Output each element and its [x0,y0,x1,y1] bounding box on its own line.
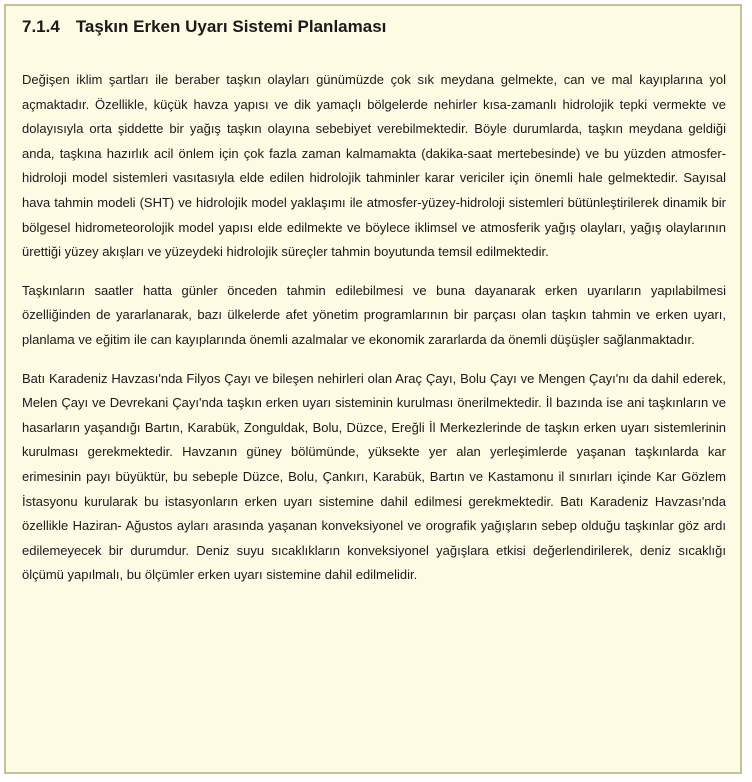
document-page [4,4,742,774]
paragraph-1: Değişen iklim şartları ile beraber taşkın olayları günümüzde çok sık meydana gelmekte, can ve mal kayıplarına yol açmaktadır. Özellikle, küçük havza yapısı ve dik yamaçlı bölgelerde nehirler kısa-zamanlı hidrolojik tepki vermekte ve dolayısıyla orta şiddette bir yağış taşkın olayına sebebiyet verebilmektedir. Böyle durumlarda, taşkın meydana geldiği anda, taşkına hazırlık acil önlem için çok fazla zaman kalmamakta (dakika-saat mertebesinde) ve bu yüzden atmosfer-hidroloji model sistemleri vasıtasıyla elde edilen hidrolojik tahminler karar vericiler için önemli hale gelmektedir. Sayısal hava tahmin modeli (SHT) ve hidrolojik model yaklaşımı ile atmosfer-yüzey-hidroloji sistemleri bütünleştirilerek dinamik bir bölgesel hidrometeorolojik model yapısı elde edilmekte ve böylece iklimsel ve atmosferik yağış olayları, yağış olaylarının ürettiği yüzey akışları ve yüzeydeki hidrolojik süreçler tahmin boyutunda temsil edilmektedir. [22,72,726,260]
section-heading [22,16,726,38]
paragraph-2: Taşkınların saatler hatta günler önceden tahmin edilebilmesi ve buna dayanarak erken uyarıların yapılabilmesi özelliğinden de yararlanarak, bazı ülkelerde afet yönetim programlarının bir parçası olan taşkın tahmin ve erken uyarı, planlama ve eğitim ile can kayıplarında önemli azalmalar ve ekonomik zararlarda da önemli düşüşler sağlanmaktadır. [22,282,726,347]
paragraph-3: Batı Karadeniz Havzası'nda Filyos Çayı ve bileşen nehirleri olan Araç Çayı, Bolu Çayı ve Mengen Çayı'nı da dahil ederek, Melen Çayı ve Devrekani Çayı'nda taşkın erken uyarı sisteminin kurulması önerilmektedir. İl bazında ise ani taşkınların ve hasarların yaşandığı Bartın, Karabük, Zonguldak, Bolu, Düzce, Ereğli İl Merkezlerinde de taşkın erken uyarı sistemlerinin kurulması gerekmektedir. Havzanın güney bölümünde, yüksekte yer alan yerleşimlerde yaşanan taşkınlarda kar erimesinin payı büyüktür, bu sebeple Düzce, Bolu, Çankırı, Karabük, Bartın ve Kastamonu il sınırları içinde Kar Gözlem İstasyonu kurularak bu istasyonların erken uyarı sistemine dahil edilmesi gerekmektedir. Batı Karadeniz Havzası'nda özellikle Haziran- Ağustos ayları arasında yaşanan konveksiyonel ve orografik yağışların sebep olduğu taşkınlar göz ardı edilemeyecek bir durumdur. Deniz suyu sıcaklıkların konveksiyonel yağışlara etkisi değerlendirilerek, deniz sıcaklığı ölçümü yapılmalı, bu ölçümler erken uyarı sistemine dahil edilmelidir. [22,370,726,583]
section-title: Taşkın Erken Uyarı Sistemi Planlaması [75,17,387,36]
section-number: 7.1.4 [22,17,60,36]
